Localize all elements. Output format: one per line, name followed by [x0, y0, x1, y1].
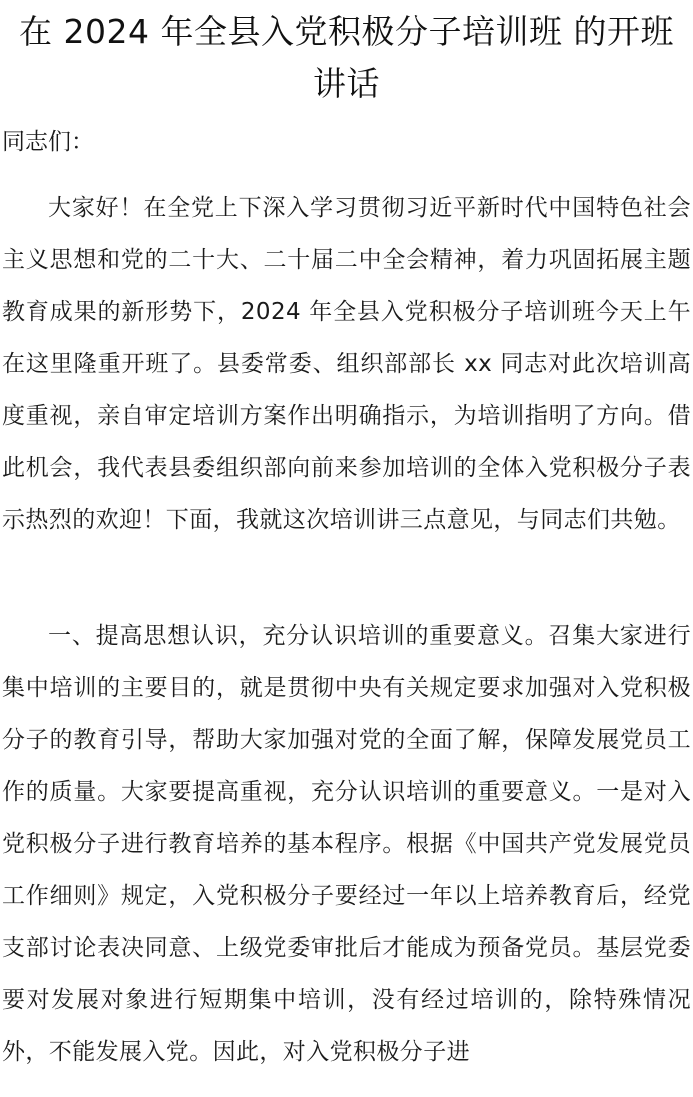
- salutation: 同志们：: [2, 129, 94, 155]
- body-paragraph: 大家好！在全党上下深入学习贯彻习近平新时代中国特色社会主义思想和党的二十大、二十届二中全会精神，着力巩固拓展主题教育成果的新形势下，2024 年全县入党积极分子培训班今天上午在这里隆重开班了。县委常委、组织部部长 xx 同志对此次培训高度重视，亲自审定培训方案作出明确指示，为培训指明了方向。借此机会，我代表县委组织部向前来参加培训的全体入党积极分子表示热烈的欢迎！下面，我就这次培训讲三点意见，与同志们共勉。: [2, 195, 691, 533]
- body-paragraph: 一、提高思想认识，充分认识培训的重要意义。召集大家进行集中培训的主要目的，就是贯彻中央有关规定要求加强对入党积极分子的教育引导，帮助大家加强对党的全面了解，保障发展党员工作的质量。大家要提高重视，充分认识培训的重要意义。一是对入党积极分子进行教育培养的基本程序。根据《中国共产党发展党员工作细则》规定，入党积极分子要经过一年以上培养教育后，经党支部讨论表决同意、上级党委审批后才能成为预备党员。基层党委要对发展对象进行短期集中培训，没有经过培训的，除特殊情况外，不能发展入党。因此，对入党积极分子进: [2, 623, 691, 1065]
- document-title: 在 2024 年全县入党积极分子培训班 的开班讲话: [19, 12, 674, 103]
